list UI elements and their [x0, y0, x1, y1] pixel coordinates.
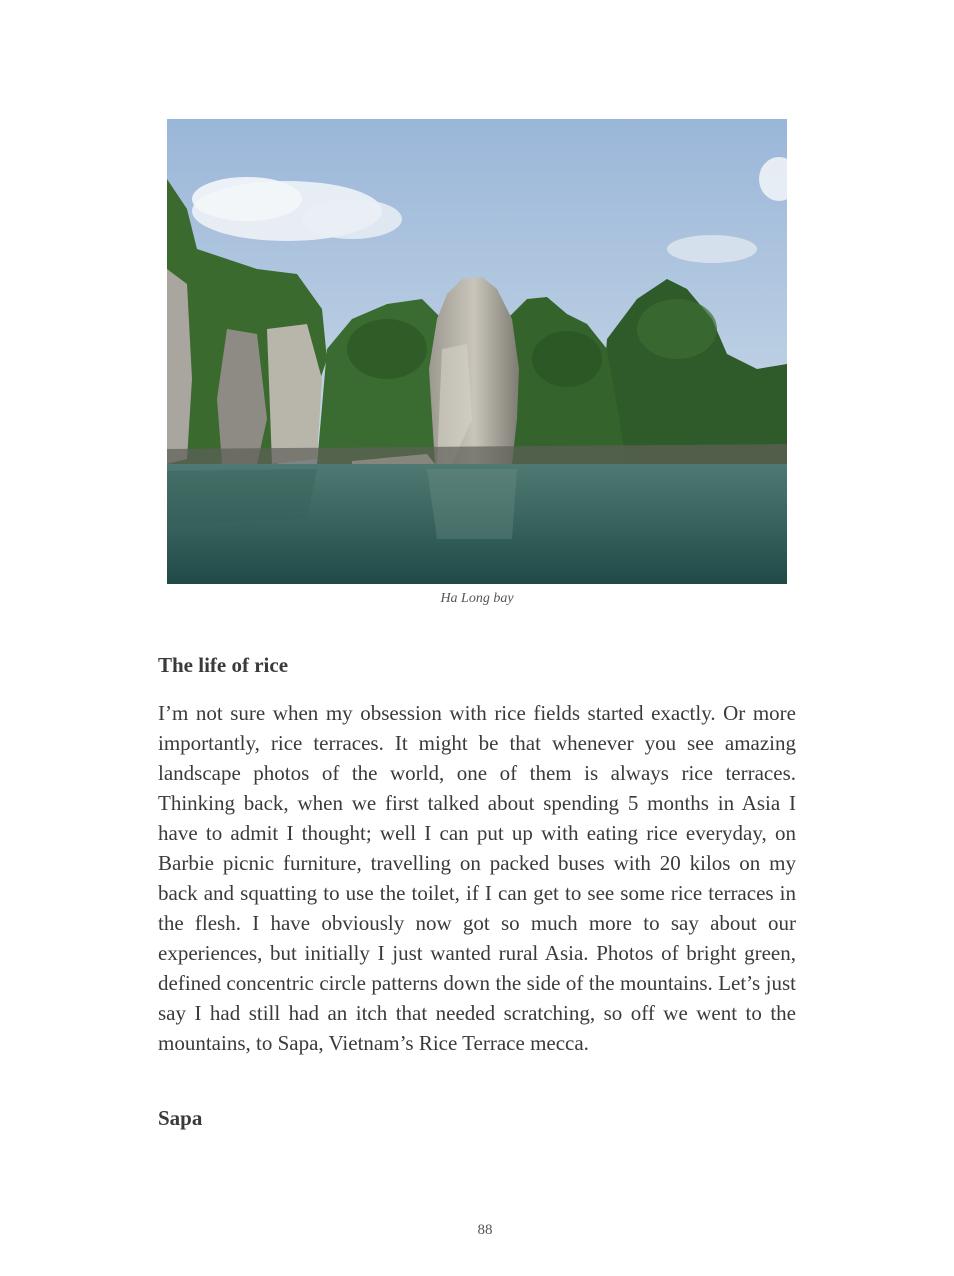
ha-long-bay-photo: [167, 119, 787, 584]
page-number: 88: [477, 1222, 493, 1238]
body-paragraph: I’m not sure when my obsession with rice fields started exactly. Or more importantly, rice terraces. It might be that whenever you see amazing landscape photos of the world, one of them is always rice terraces. Thinking back, when we first talked about spending 5 months in Asia I have to admit I thought; well I can put up with eating rice everyday, on Barbie picnic furniture, travelling on packed buses with 20 kilos on my back and squatting to use the toilet, if I can get to see some rice terraces in the flesh. I have obviously now got so much more to say about our experiences, but initially I just wanted rural Asia. Photos of bright green, defined concentric circle patterns down the side of the mountains. Let’s just say I had still had an itch that needed scratching, so off we went to the mountains, to Sapa, Vietnam’s Rice Terrace mecca.: [158, 701, 796, 1055]
section-heading-sapa: Sapa: [158, 1106, 203, 1130]
section-heading-life-of-rice: The life of rice: [158, 653, 289, 677]
figure-caption: Ha Long bay: [440, 591, 514, 606]
